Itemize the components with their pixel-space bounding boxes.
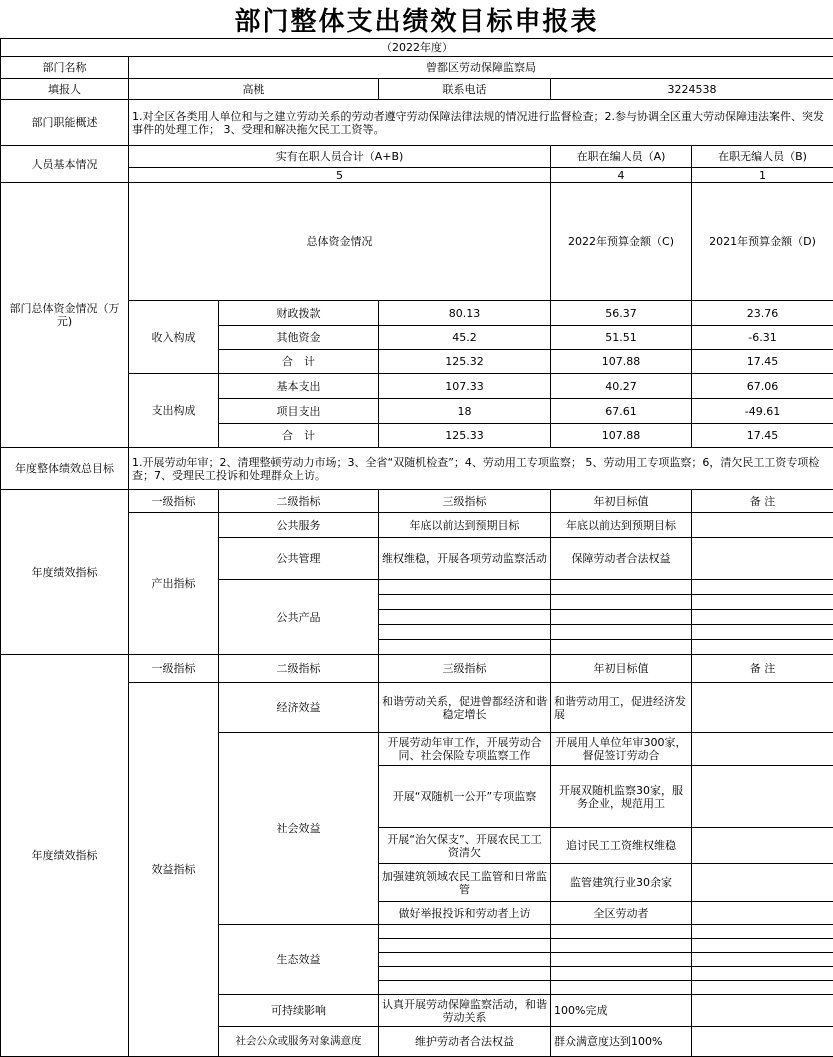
econ-label: 经济效益	[219, 683, 379, 733]
expense-c: 18	[379, 399, 551, 424]
econ-target: 和谐劳动用工，促进经济发展	[551, 683, 692, 733]
sustain-label: 可持续影响	[219, 995, 379, 1027]
staff-label: 人员基本情况	[1, 146, 129, 183]
goal-label: 年度整体绩效总目标	[1, 448, 129, 490]
empty-cell	[551, 953, 692, 967]
income-c: 45.2	[379, 326, 551, 350]
phone-value: 3224538	[551, 79, 833, 100]
empty-cell	[692, 580, 833, 595]
social-l3: 开展劳动年审工作，开展劳动合同、社会保险专项监察工作	[379, 733, 551, 766]
expense-diff: 67.06	[692, 374, 833, 399]
benefit-label: 效益指标	[129, 683, 219, 1057]
empty-cell	[379, 981, 551, 995]
social-target: 开展双随机监察30家，服务企业，规范用工	[551, 766, 692, 828]
empty-cell	[551, 625, 692, 640]
social-l3: 开展“双随机一公开”专项监察	[379, 766, 551, 828]
income-c: 80.13	[379, 301, 551, 326]
income-name: 财政拨款	[219, 301, 379, 326]
expense-label: 支出构成	[129, 374, 219, 448]
social-target: 追讨民工工资维权维稳	[551, 828, 692, 864]
funds-header-d: 2021年预算金额（D)	[692, 183, 833, 301]
income-name: 其他资金	[219, 326, 379, 350]
staff-b-header: 在职无编人员（B)	[692, 146, 833, 168]
dept-name-label: 部门名称	[1, 57, 129, 79]
expense-total-diff: 17.45	[692, 424, 833, 448]
staff-a-value: 4	[551, 168, 692, 183]
empty-cell	[692, 595, 833, 610]
income-diff: -6.31	[692, 326, 833, 350]
expense-c: 107.33	[379, 374, 551, 399]
empty-cell	[551, 981, 692, 995]
note-cell	[692, 995, 833, 1027]
goal-text: 1.开展劳动年审；2、清理整顿劳动力市场；3、全省“双随机检查”；4、劳动用工专项监察； 5、劳动用工专项监察；6，清欠民工工资专项检查；7、受理民工投诉和处理群众上访。	[129, 448, 833, 490]
expense-d: 67.61	[551, 399, 692, 424]
econ-l3: 和谐劳动关系，促进曾都经济和谐稳定增长	[379, 683, 551, 733]
empty-cell	[379, 640, 551, 655]
eco-label: 生态效益	[219, 925, 379, 995]
perf-label: 年度绩效指标	[1, 490, 129, 655]
empty-cell	[551, 595, 692, 610]
social-l3: 做好举报投诉和劳动者上访	[379, 902, 551, 925]
dept-name-value: 曾都区劳动保障监察局	[129, 57, 833, 79]
satisfaction-l3: 维护劳动者合法权益	[379, 1027, 551, 1057]
empty-cell	[551, 580, 692, 595]
sustain-l3: 认真开展劳动保障监察活动，和谐劳动关系	[379, 995, 551, 1027]
expense-diff: -49.61	[692, 399, 833, 424]
empty-cell	[692, 925, 833, 939]
l1-header: 一级指标	[129, 490, 219, 513]
expense-total-name: 合 计	[219, 424, 379, 448]
empty-cell	[692, 640, 833, 655]
note-cell	[692, 902, 833, 925]
empty-cell	[379, 967, 551, 981]
target-header: 年初目标值	[551, 655, 692, 683]
note-cell	[692, 733, 833, 766]
output-label: 产出指标	[129, 513, 219, 655]
empty-cell	[379, 610, 551, 625]
empty-cell	[379, 925, 551, 939]
note-cell	[692, 1027, 833, 1057]
empty-cell	[551, 939, 692, 953]
expense-name: 基本支出	[219, 374, 379, 399]
social-target: 监管建筑行业30余家	[551, 864, 692, 902]
public-service-label: 公共服务	[219, 513, 379, 538]
note-cell	[692, 683, 833, 733]
phone-label: 联系电话	[379, 79, 551, 100]
filler-label: 填报人	[1, 79, 129, 100]
income-diff: 23.76	[692, 301, 833, 326]
empty-cell	[692, 953, 833, 967]
income-label: 收入构成	[129, 301, 219, 374]
expense-total-c: 125.33	[379, 424, 551, 448]
staff-total-header: 实有在职人员合计（A+B)	[129, 146, 551, 168]
filler-value: 高桃	[129, 79, 379, 100]
expense-d: 40.27	[551, 374, 692, 399]
public-mgmt-l3: 维权维稳，开展各项劳动监察活动	[379, 538, 551, 580]
empty-cell	[692, 967, 833, 981]
empty-cell	[692, 939, 833, 953]
expense-total-d: 107.88	[551, 424, 692, 448]
l2-header: 二级指标	[219, 655, 379, 683]
l3-header: 三级指标	[379, 490, 551, 513]
empty-cell	[551, 925, 692, 939]
public-mgmt-target: 保障劳动者合法权益	[551, 538, 692, 580]
income-d: 56.37	[551, 301, 692, 326]
duty-label: 部门职能概述	[1, 100, 129, 146]
public-product-label: 公共产品	[219, 580, 379, 655]
duty-text: 1.对全区各类用人单位和与之建立劳动关系的劳动者遵守劳动保障法律法规的情况进行监督检查；2.参与协调全区重大劳动保障违法案件、突发事件的处理工作； 3、受理和解决拖欠民工工资等。	[129, 100, 833, 146]
public-mgmt-label: 公共管理	[219, 538, 379, 580]
funds-header: 总体资金情况	[129, 183, 551, 301]
funds-label: 部门总体资金情况（万元)	[1, 183, 129, 448]
social-l3: 开展“治欠保支”、开展农民工工资清欠	[379, 828, 551, 864]
empty-cell	[551, 967, 692, 981]
perf-label-2: 年度绩效指标	[1, 655, 129, 1057]
note-cell	[692, 828, 833, 864]
empty-cell	[379, 580, 551, 595]
note-cell	[692, 513, 833, 538]
note-header: 备 注	[692, 655, 833, 683]
social-label: 社会效益	[219, 733, 379, 925]
income-total-diff: 17.45	[692, 350, 833, 374]
year-label: （2022年度）	[1, 39, 833, 57]
social-target: 开展用人单位年审300家，督促签订劳动合	[551, 733, 692, 766]
social-l3: 加强建筑领域农民工监管和日常监管	[379, 864, 551, 902]
public-service-target: 年底以前达到预期目标	[551, 513, 692, 538]
note-cell	[692, 864, 833, 902]
empty-cell	[692, 610, 833, 625]
staff-total-value: 5	[129, 168, 551, 183]
empty-cell	[379, 625, 551, 640]
l2-header: 二级指标	[219, 490, 379, 513]
empty-cell	[692, 981, 833, 995]
target-header: 年初目标值	[551, 490, 692, 513]
empty-cell	[379, 953, 551, 967]
l3-header: 三级指标	[379, 655, 551, 683]
note-cell	[692, 766, 833, 828]
empty-cell	[551, 610, 692, 625]
staff-b-value: 1	[692, 168, 833, 183]
social-target: 全区劳动者	[551, 902, 692, 925]
satisfaction-target: 群众满意度达到100%	[551, 1027, 692, 1057]
l1-header: 一级指标	[129, 655, 219, 683]
income-total-name: 合 计	[219, 350, 379, 374]
income-d: 51.51	[551, 326, 692, 350]
page-title: 部门整体支出绩效目标申报表	[0, 0, 833, 38]
empty-cell	[379, 939, 551, 953]
funds-header-c: 2022年预算金额（C)	[551, 183, 692, 301]
income-total-c: 125.32	[379, 350, 551, 374]
income-total-d: 107.88	[551, 350, 692, 374]
public-service-l3: 年底以前达到预期目标	[379, 513, 551, 538]
note-cell	[692, 538, 833, 580]
report-table	[0, 38, 833, 1057]
empty-cell	[692, 625, 833, 640]
staff-a-header: 在职在编人员（A)	[551, 146, 692, 168]
note-header: 备 注	[692, 490, 833, 513]
empty-cell	[379, 595, 551, 610]
sustain-target: 100%完成	[551, 995, 692, 1027]
empty-cell	[551, 640, 692, 655]
satisfaction-label: 社会公众或服务对象满意度	[219, 1027, 379, 1057]
expense-name: 项目支出	[219, 399, 379, 424]
